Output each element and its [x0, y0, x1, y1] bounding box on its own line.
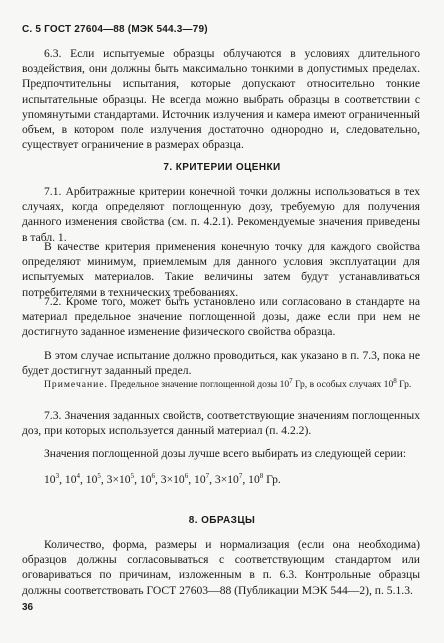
paragraph-7-1-criteria: В качестве критерия применения конечную точку для каждого свойства определяют минимум, приемлемым для данного условия эксплуатации для испытуемых материалов. Такие величины затем будут устанавливаться потребителями в технических требованиях.: [22, 240, 420, 299]
paragraph-6-3: 6.3. Если испытуемые образцы облучаются в условиях длительного воздействия, они должны быть максимально тонкими в допустимых пределах. Предпочтительны испытания, которые допускают относительно тонкие испытательные образцы. Не всегда можно выбрать образцы в соответствии с упомянутыми стандартами. Источник излучения и камера имеют ограниченный объем, в котором поле излучения достаточно однородно и, следовательно, существует ограничение в размерах образца.: [22, 47, 420, 152]
note: [22, 378, 420, 391]
paragraph-7-2-limit: В этом случае испытание должно проводиться, как указано в п. 7.3, пока не будет достигнут заданный предел.: [22, 349, 420, 378]
dose-value: $10^7$: [194, 472, 210, 486]
dose-value: $3\times 10^5$: [106, 472, 135, 486]
page-number: 36: [22, 602, 34, 613]
dose-value: $3\times 10^6$: [160, 472, 189, 486]
note-exp-a: 7: [289, 376, 293, 385]
dose-value: $3\times 10^7$: [214, 472, 243, 486]
paragraph-7-1: 7.1. Арбитражные критерии конечной точки должны использоваться в тех случаях, когда определяют поглощенную дозу, требуемую для получения данного изменения свойства (см. п. 4.2.1). Рекомендуемые значения приведены в табл. 1.: [22, 185, 420, 244]
section-8-heading: 8. ОБРАЗЦЫ: [188, 515, 256, 526]
note-exp-b: 8: [393, 376, 397, 385]
paragraph-8: Количество, форма, размеры и нормализация (если она необходима) образцов должны согласовываться с соответствующим стандартом или оговариваться по причинам, изложенным в п. 6.3. Контрольные образцы должны соответствовать ГОСТ 27603—88 (Публикации МЭК 544—2), п. 5.1.3.: [22, 538, 420, 597]
page-header: С. 5 ГОСТ 27604—88 (МЭК 544.3—79): [22, 24, 208, 35]
dose-value: $10^4$: [64, 472, 80, 486]
paragraph-7-3-series: Значения поглощенной дозы лучше всего выбирать из следующей серии:: [44, 447, 407, 460]
note-label: Примечание.: [44, 379, 108, 390]
dose-unit: Гр.: [266, 473, 281, 486]
paragraph-7-3: 7.3. Значения заданных свойств, соответствующие значениям поглощенных доз, при которых используется данный материал (п. 4.2.2).: [22, 409, 420, 438]
dose-value: $10^5$: [85, 472, 101, 486]
note-text-b: Гр, в особых случаях 10: [292, 379, 394, 390]
section-7-heading: 7. КРИТЕРИИ ОЦЕНКИ: [163, 162, 281, 173]
dose-value: $10^8$: [248, 472, 264, 486]
dose-series: [44, 472, 281, 487]
paragraph-7-2: 7.2. Кроме того, может быть установлено или согласовано в стандарте на материал предельное значение поглощенной дозы, даже если при нем не достигнуто заданное изменение физического свойства образца.: [22, 295, 420, 339]
dose-value: $10^6$: [139, 472, 155, 486]
dose-values-list: $10^3$, $10^4$, $10^5$, $3\times 10^5$, $10^6$, $3\times 10^6$, $10^7$, $3\times 10^7$, $10^8$: [44, 472, 264, 486]
dose-value: $10^3$: [44, 472, 60, 486]
note-text-a: Предельное значение поглощенной дозы 10: [110, 379, 290, 390]
note-text-c: Гр.: [396, 379, 412, 390]
